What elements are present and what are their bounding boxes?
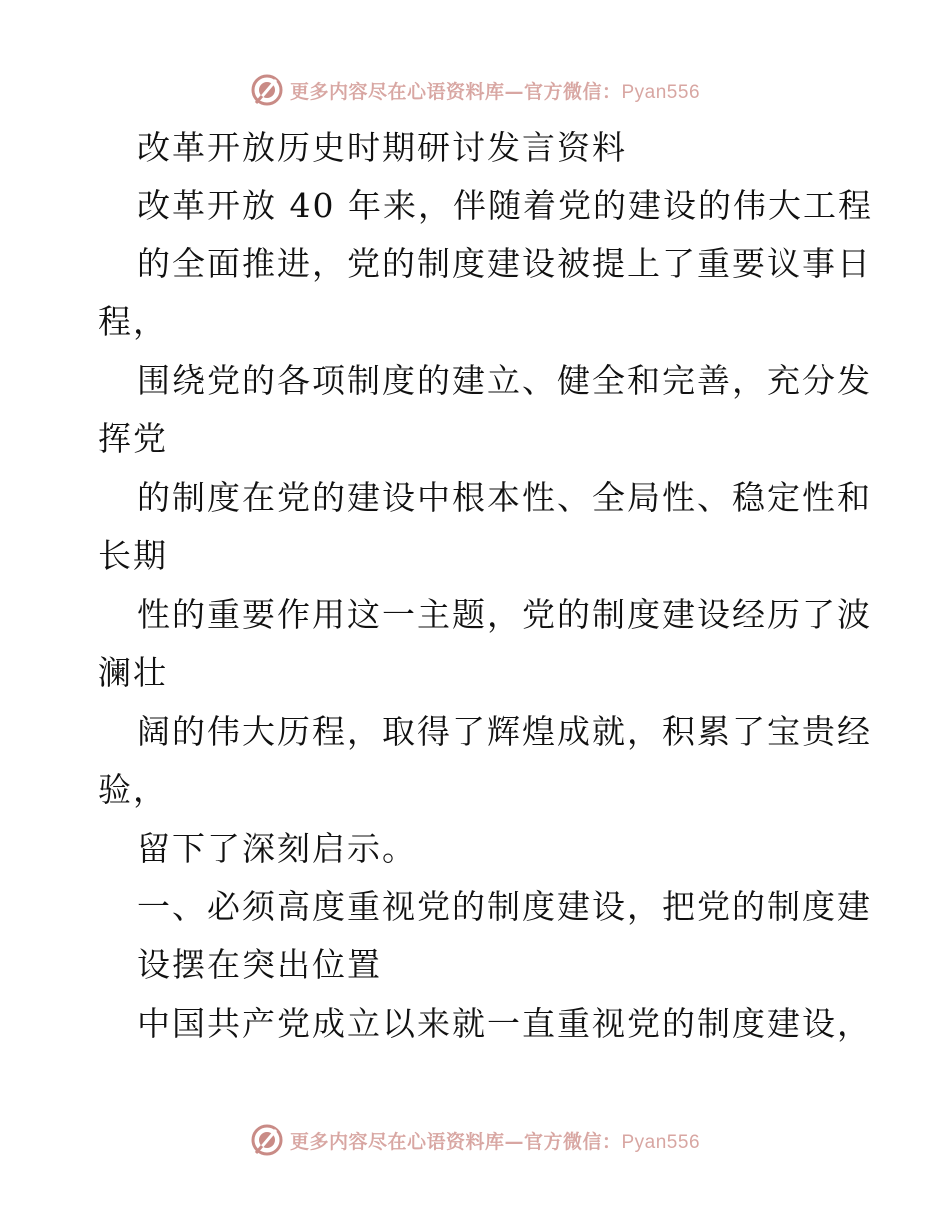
section-heading: 一、必须高度重视党的制度建设，把党的制度建 <box>137 887 872 926</box>
paragraph-line: 的制度在党的建设中根本性、全局性、稳定性和 <box>137 478 872 517</box>
paragraph-line: 长期 <box>98 536 168 575</box>
paragraph-line: 阔的伟大历程，取得了辉煌成就，积累了宝贵经 <box>137 712 872 751</box>
paragraph-line: 性的重要作用这一主题，党的制度建设经历了波 <box>137 595 872 634</box>
paragraph-line: 澜壮 <box>98 653 168 692</box>
paragraph-line: 改革开放 40 年来，伴随着党的建设的伟大工程 <box>137 186 873 225</box>
footer-watermark <box>0 1122 950 1158</box>
paragraph-line: 中国共产党成立以来就一直重视党的制度建设， <box>137 1004 872 1043</box>
paragraph-line: 程， <box>98 302 168 341</box>
watermark-text: 更多内容尽在心语资料库—官方微信：Pyan556 <box>289 1130 701 1153</box>
paragraph-line: 的全面推进，党的制度建设被提上了重要议事日 <box>137 244 872 283</box>
paragraph-line: 验， <box>98 770 168 809</box>
paragraph-line: 留下了深刻启示。 <box>137 829 417 868</box>
document-title: 改革开放历史时期研讨发言资料 <box>137 128 627 167</box>
paragraph-line: 围绕党的各项制度的建立、健全和完善，充分发 <box>137 361 872 400</box>
seal-logo-icon <box>250 1123 284 1157</box>
section-heading: 设摆在突出位置 <box>137 945 382 984</box>
wechat-id: Pyan556 <box>621 1131 701 1153</box>
wechat-id: Pyan556 <box>621 81 701 103</box>
watermark-text: 更多内容尽在心语资料库—官方微信：Pyan556 <box>289 80 701 103</box>
paragraph-line: 挥党 <box>98 419 168 458</box>
